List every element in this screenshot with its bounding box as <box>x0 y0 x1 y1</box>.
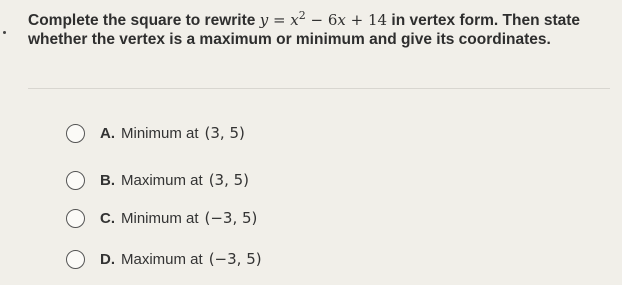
option-b-point: (3, 5) <box>208 171 250 189</box>
radio-button-d[interactable] <box>66 250 85 269</box>
question-text <box>28 11 613 49</box>
equation: $y = x^2 - 6x + 14$ <box>259 9 388 29</box>
question-line-1: Complete the square to rewrite $y = x^2 - 6x + 14$ in vertex form. Then state <box>28 9 581 29</box>
option-c-label: Minimum at <box>121 209 199 227</box>
question-bullet <box>3 31 6 34</box>
question-line-2: whether the vertex is a maximum or minimum and give its coordinates. <box>28 31 551 48</box>
option-d-label: Maximum at <box>121 250 203 268</box>
option-b[interactable] <box>66 169 249 191</box>
option-b-label: Maximum at <box>121 171 203 189</box>
option-a-point: (3, 5) <box>204 124 245 142</box>
option-d-letter: D. <box>100 250 115 268</box>
option-d[interactable] <box>66 248 262 270</box>
option-c-letter: C. <box>100 209 115 227</box>
radio-button-a[interactable] <box>66 124 85 143</box>
option-a-label: Minimum at <box>121 124 199 142</box>
option-c-point: (−3, 5) <box>204 209 258 227</box>
option-c[interactable] <box>66 207 257 229</box>
option-b-letter: B. <box>100 171 115 189</box>
option-d-point: (−3, 5) <box>208 250 262 268</box>
option-a[interactable] <box>66 122 245 144</box>
radio-button-c[interactable] <box>66 209 85 228</box>
radio-button-b[interactable] <box>66 171 85 190</box>
divider <box>28 88 610 89</box>
option-a-letter: A. <box>100 124 115 142</box>
